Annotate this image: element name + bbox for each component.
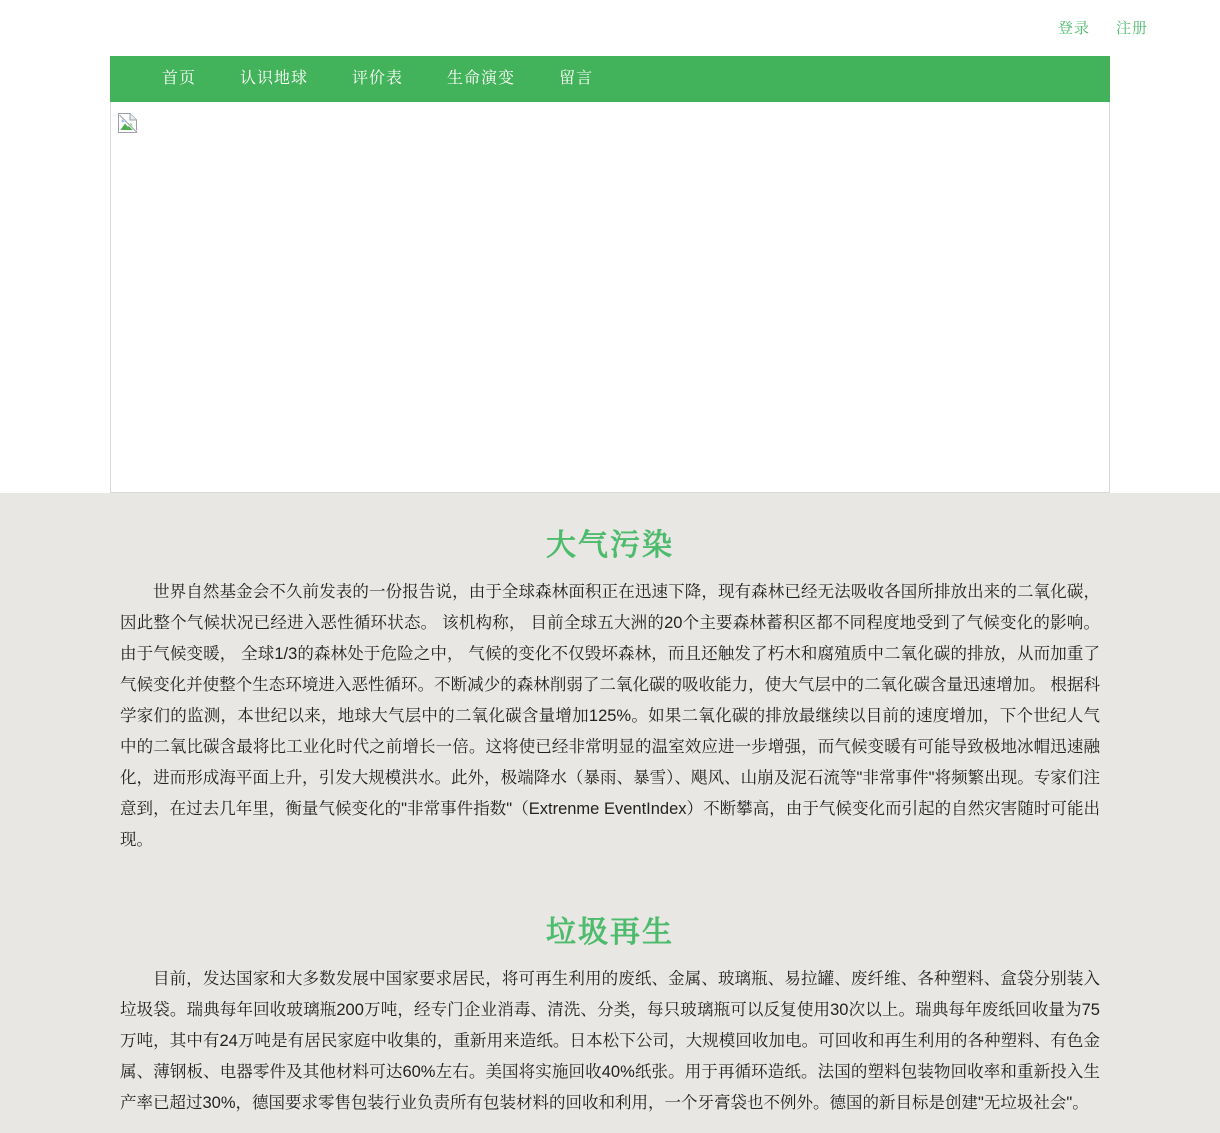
login-link[interactable]: 登录 xyxy=(1057,19,1090,37)
register-link[interactable]: 注册 xyxy=(1115,19,1148,37)
nav-item-know-earth[interactable]: 认识地球 xyxy=(240,70,309,87)
top-auth-bar xyxy=(0,0,1220,56)
article-section-wrapper xyxy=(0,493,1220,1133)
section-title-waste-recycling: 垃圾再生 xyxy=(546,916,674,949)
main-navigation xyxy=(110,56,1110,102)
section-divider xyxy=(116,856,1104,898)
nav-item-life-evolution[interactable]: 生命演变 xyxy=(447,70,516,87)
nav-item-home[interactable]: 首页 xyxy=(162,70,197,87)
section-body-waste-recycling: 目前，发达国家和大多数发展中国家要求居民，将可再生利用的废纸、金属、玻璃瓶、易拉罐、废纤维、各种塑料、盒袋分别装入垃圾袋。瑞典每年回收玻璃瓶200万吨，经专门企业消毒、清洗、分类，每只玻璃瓶可以反复使用30次以上。瑞典每年废纸回收量为75万吨，其中有24万吨是有居民家庭中收集的，重新用来造纸。日本松下公司，大规模回收加电。可回收和再生利用的各种塑料、有色金属、薄钢板、电器零件及其他材料可达60%左右。美国将实施回收40%纸张。用于再循环造纸。法国的塑料包装物回收率和重新投入生产率已超过30%，德国要求零售包装行业负责所有包装材料的回收和利用，一个牙膏袋也不例外。德国的新目标是创建"无垃圾社会"。 xyxy=(120,970,1100,1112)
section-title-air-pollution: 大气污染 xyxy=(546,529,674,562)
nav-item-evaluation[interactable]: 评价表 xyxy=(352,70,404,87)
page-container xyxy=(110,56,1110,493)
section-body-air-pollution: 世界自然基金会不久前发表的一份报告说，由于全球森林面积正在迅速下降，现有森林已经无法吸收各国所排放出来的二氧化碳，因此整个气候状况已经进入恶性循环状态。 该机构称， 目前全球五大洲的20个主要森林蓄积区都不同程度地受到了气候变化的影响。由于气候变暖， 全球1/3的森林处于危险之中， 气候的变化不仅毁坏森林，而且还触发了朽木和腐殖质中二氧化碳的排放，从而加重了气候变化并使整个生态环境进入恶性循环。不断减少的森林削弱了二氧化碳的吸收能力，使大气层中的二氧化碳含量迅速增加。 根据科学家们的监测，本世纪以来，地球大气层中的二氧化碳含量增加125%。如果二氧化碳的排放最继续以目前的速度增加，下个世纪人气中的二氧比碳含最将比工业化时代之前增长一倍。这将使已经非常明显的温室效应进一步增强，而气候变暖有可能导致极地冰帽迅速融化，进而形成海平面上升，引发大规模洪水。此外，极端降水（暴雨、暴雪）、飓风、山崩及泥石流等"非常事件"将频繁出现。专家们注意到，在过去几年里，衡量气候变化的"非常事件指数"（Extrenme EventIndex）不断攀高，由于气候变化而引起的自然灾害随时可能出现。 xyxy=(120,583,1100,849)
broken-image-icon xyxy=(117,112,139,134)
nav-item-message[interactable]: 留言 xyxy=(559,70,594,87)
banner-carousel[interactable] xyxy=(110,102,1110,493)
article-container xyxy=(110,525,1110,1119)
